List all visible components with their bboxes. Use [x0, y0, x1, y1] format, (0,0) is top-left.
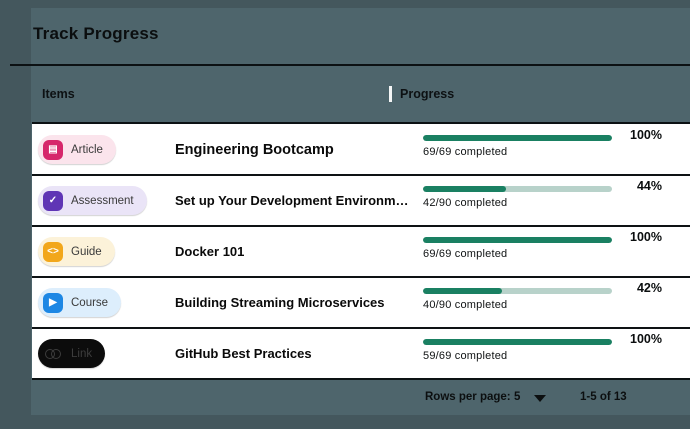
item-type-chip — [38, 339, 105, 368]
rows-per-page-label: Rows per page: — [425, 391, 511, 403]
article-icon: ▤ — [43, 140, 63, 160]
table-row[interactable] — [32, 226, 690, 277]
completed-count: 59/69 completed — [423, 350, 508, 362]
item-type-chip — [38, 288, 121, 317]
table-row[interactable] — [32, 175, 690, 226]
progress-percent: 44% — [636, 179, 662, 193]
item-type-label: Assessment — [71, 194, 134, 207]
progress-column-indicator — [389, 86, 392, 102]
item-type-label: Article — [71, 143, 103, 156]
table-bottom-border — [32, 378, 690, 380]
pagination-footer — [0, 385, 690, 411]
completed-count: 40/90 completed — [423, 299, 508, 311]
completed-count: 69/69 completed — [423, 248, 508, 260]
item-type-chip — [38, 237, 115, 266]
item-type-label: Guide — [71, 245, 102, 258]
progress-percent: 100% — [630, 128, 662, 142]
item-type-chip — [38, 186, 147, 215]
progress-percent: 42% — [636, 281, 662, 295]
link-icon — [45, 349, 61, 359]
course-icon: ▶ — [43, 293, 63, 313]
item-title: GitHub Best Practices — [175, 346, 312, 361]
link-icon — [43, 344, 63, 364]
table-row[interactable] — [32, 277, 690, 328]
item-type-chip — [38, 135, 116, 164]
rows-per-page-dropdown-icon[interactable] — [534, 395, 546, 402]
column-header-items: Items — [42, 87, 75, 101]
item-type-label: Link — [71, 347, 93, 360]
progress-bar-fill — [423, 186, 506, 192]
pagination-range: 1-5 of 13 — [580, 391, 627, 403]
completed-count: 42/90 completed — [423, 197, 508, 209]
assessment-icon: ✓ — [43, 191, 63, 211]
item-title: Building Streaming Microservices — [175, 295, 385, 310]
table-rows-panel — [32, 124, 690, 378]
table-row[interactable] — [32, 328, 690, 379]
overlay-edge-top — [0, 0, 690, 8]
progress-percent: 100% — [630, 230, 662, 244]
title-divider — [10, 64, 690, 66]
progress-bar-fill — [423, 288, 502, 294]
item-title: Set up Your Development Environm… — [175, 193, 409, 208]
table-row[interactable] — [32, 124, 690, 175]
completed-count: 69/69 completed — [423, 146, 508, 158]
item-type-label: Course — [71, 296, 109, 309]
progress-percent: 100% — [630, 332, 662, 346]
guide-icon: <> — [43, 242, 63, 262]
column-header-progress: Progress — [400, 87, 455, 101]
item-title: Docker 101 — [175, 244, 245, 259]
rows-per-page-value[interactable]: 5 — [514, 391, 521, 403]
overlay-edge-bottom — [0, 415, 690, 429]
item-title: Engineering Bootcamp — [175, 141, 334, 158]
page-title: Track Progress — [33, 24, 159, 43]
